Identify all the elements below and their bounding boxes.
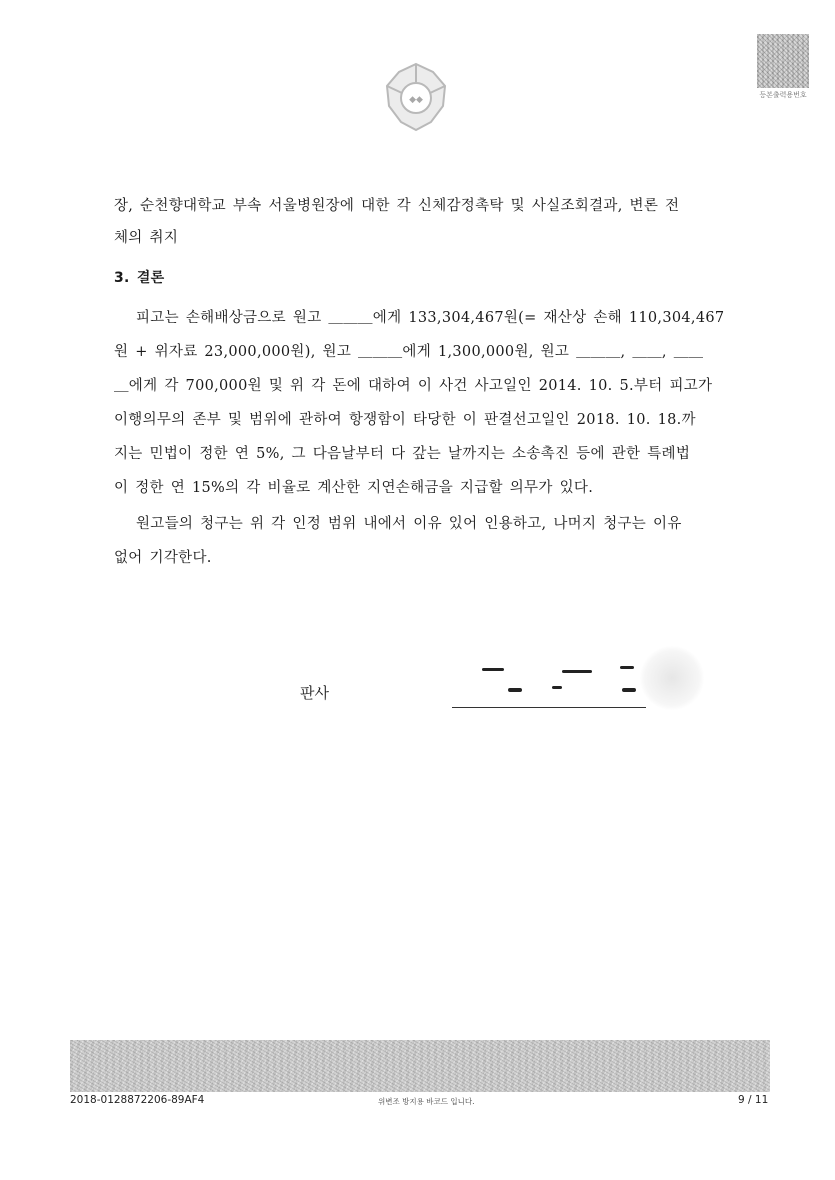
signature-stroke (482, 668, 504, 671)
anti-forgery-barcode (70, 1040, 770, 1092)
qr-caption: 등본출력용번호 (759, 91, 807, 99)
section-heading: 3. 결론 (114, 270, 165, 286)
body-line: 이 정한 연 15%의 각 비율로 계산한 지연손해금을 지급할 의무가 있다. (114, 480, 594, 496)
qr-code (757, 34, 809, 88)
document-body (114, 190, 726, 574)
svg-text:◆◆: ◆◆ (409, 95, 423, 105)
body-line: 없어 기각한다. (114, 550, 212, 566)
body-line: 장, 순천향대학교 부속 서울병원장에 대한 각 신체감정촉탁 및 사실조회결과, 변론 전 (114, 198, 680, 214)
body-line: 체의 취지 (114, 230, 179, 246)
signature-stroke (508, 688, 522, 692)
signature-stroke (622, 688, 636, 692)
body-line: 지는 민법이 정한 연 5%, 그 다음날부터 다 갚는 날까지는 소송촉진 등에 관한 특례법 (114, 446, 691, 462)
signature-stroke (562, 670, 592, 673)
signature-stroke (552, 686, 562, 689)
signature-stroke (620, 666, 634, 669)
body-line: ＿에게 각 700,000원 및 위 각 돈에 대하여 이 사건 사고일인 2014. 10. 5.부터 피고가 (114, 378, 713, 394)
body-line: 이행의무의 존부 및 범위에 관하여 항쟁함이 타당한 이 판결선고일인 2018. 10. 18.까 (114, 412, 696, 428)
barcode-note: 위변조 방지용 바코드 입니다. (378, 1097, 475, 1106)
judge-seal-stamp (640, 646, 704, 710)
court-emblem-icon (381, 60, 451, 134)
body-line: 피고는 손해배상금으로 원고 ＿＿＿에게 133,304,467원(= 재산상 손해 110,304,467 (136, 310, 725, 326)
signature-line (452, 707, 646, 708)
document-id: 2018-0128872206-89AF4 (70, 1094, 205, 1106)
judge-label: 판사 (300, 684, 329, 702)
page-number: 9 / 11 (738, 1094, 769, 1106)
body-line: 원고들의 청구는 위 각 인정 범위 내에서 이유 있어 인용하고, 나머지 청구는 이유 (136, 516, 682, 532)
body-line: 원 + 위자료 23,000,000원), 원고 ＿＿＿에게 1,300,000원, 원고 ＿＿＿, ＿＿, ＿＿ (114, 344, 704, 360)
